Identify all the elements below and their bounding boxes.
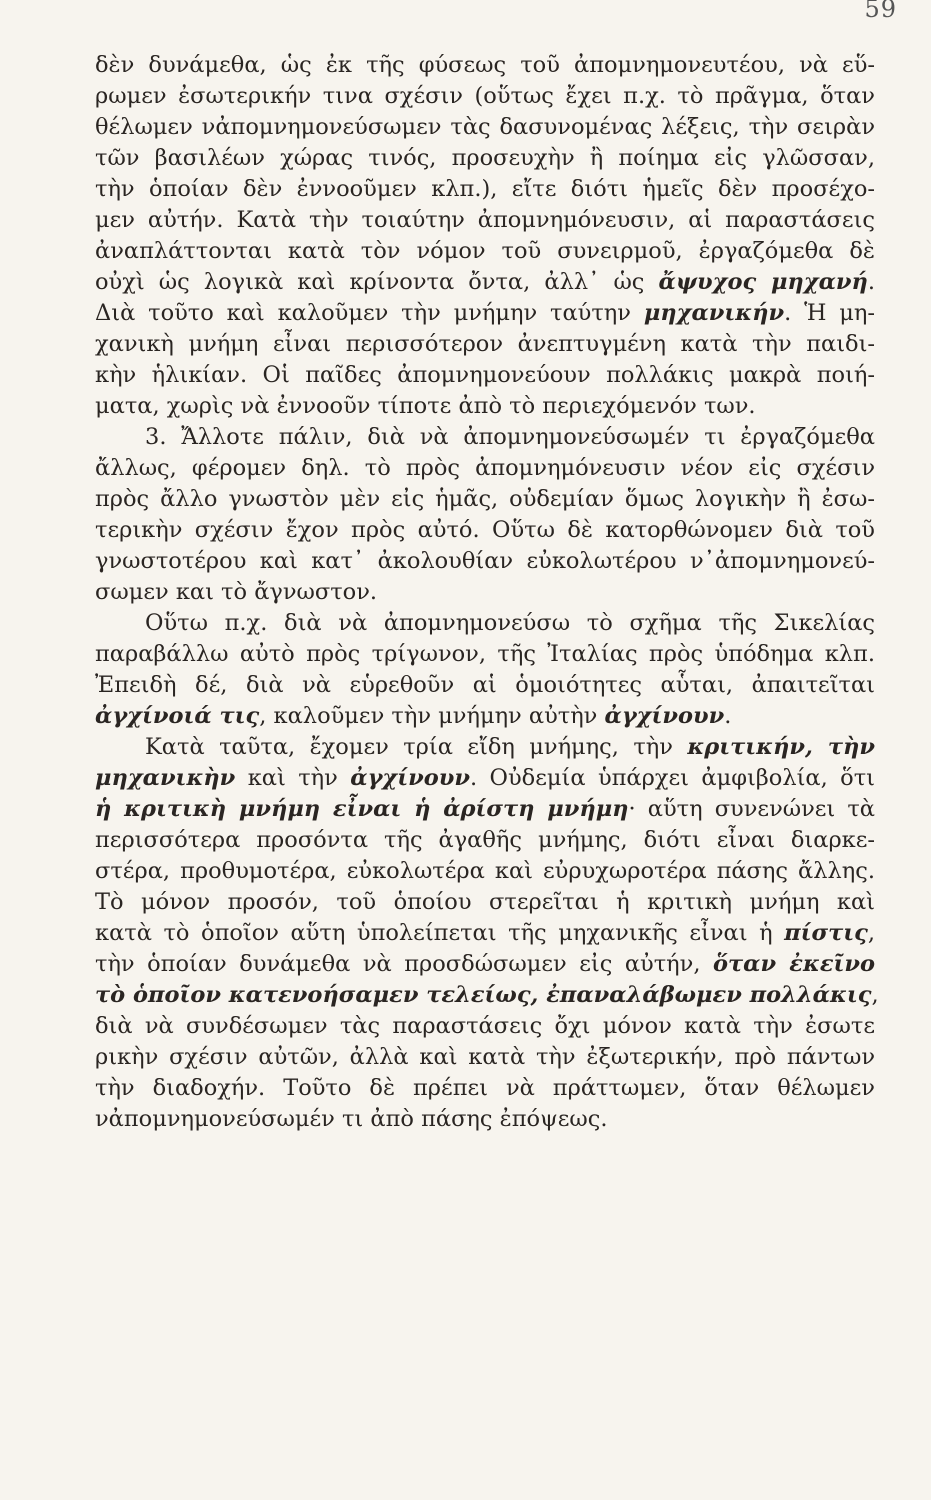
text-run: . Οὐδεμία ὑπάρχει ἀμφιβολία, ὅτι	[469, 765, 876, 791]
text-run: τὴν ὁποίαν δυνάμεθα νὰ προσδώσωμεν εἰς αὐτήν,	[95, 951, 713, 977]
text-line	[95, 825, 875, 856]
text-run: .	[867, 269, 876, 295]
text-run: τὴν διαδοχήν. Τοῦτο δὲ πρέπει νὰ πράττωμεν, ὅταν θέλωμεν	[95, 1075, 875, 1101]
text-run: καὶ τὴν	[235, 765, 351, 791]
text-run: πρὸς ἄλλο γνωστὸν μὲν εἰς ἡμᾶς, οὐδεμίαν ὅμως λογικὴν ἢ ἐσω-	[95, 486, 875, 512]
text-line	[95, 329, 875, 360]
text-run: ἀναπλάττονται κατὰ τὸν νόμον τοῦ συνειρμοῦ, ἐργαζόμεθα δὲ	[95, 238, 875, 264]
emphasized-term: ἀγχίνουν	[350, 765, 470, 791]
text-line	[95, 639, 875, 670]
emphasized-term: κριτικήν, τὴν	[687, 734, 875, 760]
text-run: τὴν ὁποίαν δὲν ἐννοοῦμεν κλπ.), εἴτε διότι ἡμεῖς δὲν προσέχο-	[95, 176, 875, 202]
text-line	[95, 1011, 875, 1042]
text-run: θέλωμεν νἀπομνημονεύσωμεν τὰς δασυνομένας λέξεις, τὴν σειρὰν	[95, 114, 875, 140]
text-run: Κατὰ ταῦτα, ἔχομεν τρία εἴδη μνήμης, τὴν	[145, 734, 688, 760]
text-line	[95, 391, 875, 422]
text-run: , καλοῦμεν τὴν μνήμην αὐτὴν	[259, 703, 605, 729]
text-run: ρωμεν ἐσωτερικήν τινα σχέσιν (οὕτως ἔχει π.χ. τὸ πρᾶγμα, ὅταν	[95, 83, 875, 109]
emphasized-term: ἀγχίνοιά τις	[95, 703, 260, 729]
text-line	[95, 856, 875, 887]
text-line	[95, 298, 875, 329]
text-line	[95, 112, 875, 143]
text-run: παραβάλλω αὐτὸ πρὸς τρίγωνον, τῆς Ἰταλίας πρὸς ὑπόδημα κλπ.	[95, 641, 875, 667]
text-run: γνωστοτέρου καὶ κατ᾽ ἀκολουθίαν εὐκολωτέρου ν᾽ἀπομνημονεύ-	[95, 548, 875, 574]
text-line	[95, 81, 875, 112]
text-line	[95, 794, 875, 825]
text-line	[95, 484, 875, 515]
text-run: νἀπομνημονεύσωμέν τι ἀπὸ πάσης ἐπόψεως.	[95, 1106, 608, 1132]
emphasized-term: μηχανικὴν	[95, 765, 236, 791]
text-run: χανικὴ μνήμη εἶναι περισσότερον ἀνεπτυγμένη κατὰ τὴν παιδι-	[95, 331, 875, 357]
paragraph-p4	[95, 732, 879, 1135]
text-line	[95, 236, 875, 267]
text-run: οὐχὶ ὡς λογικὰ καὶ κρίνοντα ὄντα, ἀλλ᾽ ὡς	[95, 269, 659, 295]
emphasized-term: ἄψυχος μηχανή	[658, 269, 868, 295]
text-run: Διὰ τοῦτο καὶ καλοῦμεν τὴν μνήμην ταύτην	[95, 300, 644, 326]
text-line	[95, 887, 875, 918]
emphasized-term: ἡ κριτικὴ μνήμη εἶναι ἡ ἀρίστη μνήμη	[95, 796, 629, 822]
text-run: .	[724, 703, 732, 729]
text-run: σωμεν και τὸ ἄγνωστον.	[95, 579, 378, 605]
text-line	[95, 980, 879, 1011]
text-run: Οὕτω π.χ. διὰ νὰ ἀπομνημονεύσω τὸ σχῆμα τῆς Σικελίας	[145, 610, 875, 636]
text-line	[95, 546, 875, 577]
text-line	[95, 701, 875, 732]
text-run: μεν αὐτήν. Κατὰ τὴν τοιαύτην ἀπομνημόνευσιν, αἱ παραστάσεις	[95, 207, 875, 233]
text-run: 3. Ἄλλοτε πάλιν, διὰ νὰ ἀπομνημονεύσωμέν τι ἐργαζόμεθα	[145, 424, 875, 450]
text-line	[95, 1073, 875, 1104]
text-line	[95, 918, 875, 949]
paragraph-p3	[95, 608, 875, 732]
emphasized-term: ὅταν ἐκεῖνο	[713, 951, 875, 977]
text-line	[95, 50, 875, 81]
text-line	[95, 577, 875, 608]
text-line	[95, 360, 875, 391]
body-text	[95, 50, 879, 1135]
emphasized-term: τὸ ὁποῖον κατενοήσαμεν τελείως, ἐπαναλάβωμεν πολλάκις	[95, 982, 872, 1008]
text-line	[95, 949, 875, 980]
text-line	[95, 422, 875, 453]
text-run: τερικὴν σχέσιν ἔχον πρὸς αὐτό. Οὕτω δὲ κατορθώνομεν διὰ τοῦ	[95, 517, 875, 543]
text-line	[95, 267, 875, 298]
text-line	[95, 670, 875, 701]
text-run: ἄλλως, φέρομεν δηλ. τὸ πρὸς ἀπομνημόνευσιν νέον εἰς σχέσιν	[95, 455, 875, 481]
text-line	[95, 763, 875, 794]
text-run: δὲν δυνάμεθα, ὡς ἐκ τῆς φύσεως τοῦ ἀπομνημονευτέου, νὰ εὕ-	[95, 52, 875, 78]
text-run: ,	[867, 920, 875, 946]
text-line	[95, 1104, 875, 1135]
text-run: . Ἡ μη-	[784, 300, 875, 326]
text-line	[95, 453, 875, 484]
page-number: 59	[864, 0, 897, 23]
text-run: περισσότερα προσόντα τῆς ἀγαθῆς μνήμης, διότι εἶναι διαρκε-	[95, 827, 875, 853]
text-line	[95, 205, 875, 236]
text-run: κὴν ἡλικίαν. Οἱ παῖδες ἀπομνημονεύουν πολλάκις μακρὰ ποιή-	[95, 362, 875, 388]
text-run: · αὕτη συνενώνει τὰ	[628, 796, 875, 822]
text-line	[95, 515, 875, 546]
paragraph-p2	[95, 422, 875, 608]
text-line	[95, 1042, 875, 1073]
text-line	[95, 608, 875, 639]
text-run: Τὸ μόνον προσόν, τοῦ ὁποίου στερεῖται ἡ κριτικὴ μνήμη καὶ	[95, 889, 875, 915]
emphasized-term: μηχανικήν	[643, 300, 785, 326]
text-run: στέρα, προθυμοτέρα, εὐκολωτέρα καὶ εὐρυχωροτέρα πάσης ἄλλης.	[95, 858, 875, 884]
text-run: διὰ νὰ συνδέσωμεν τὰς παραστάσεις ὄχι μόνον κατὰ τὴν ἐσωτε	[95, 1013, 875, 1039]
text-line	[95, 732, 875, 763]
text-run: τῶν βασιλέων χώρας τινός, προσευχὴν ἢ ποίημα εἰς γλῶσσαν,	[95, 145, 875, 171]
text-line	[95, 174, 875, 205]
emphasized-term: πίστις	[784, 920, 868, 946]
text-run: Ἐπειδὴ δέ, διὰ νὰ εὑρεθοῦν αἱ ὁμοιότητες αὗται, ἀπαιτεῖται	[95, 672, 875, 698]
text-line	[95, 143, 875, 174]
paragraph-p1	[95, 50, 875, 422]
emphasized-term: ἀγχίνουν	[604, 703, 725, 729]
text-run: ,	[871, 982, 879, 1008]
text-run: ματα, χωρὶς νὰ ἐννοοῦν τίποτε ἀπὸ τὸ περιεχόμενόν των.	[95, 393, 756, 419]
text-run: ρικὴν σχέσιν αὐτῶν, ἀλλὰ καὶ κατὰ τὴν ἐξωτερικήν, πρὸ πάντων	[95, 1044, 875, 1070]
text-run: κατὰ τὸ ὁποῖον αὕτη ὑπολείπεται τῆς μηχανικῆς εἶναι ἡ	[95, 920, 785, 946]
